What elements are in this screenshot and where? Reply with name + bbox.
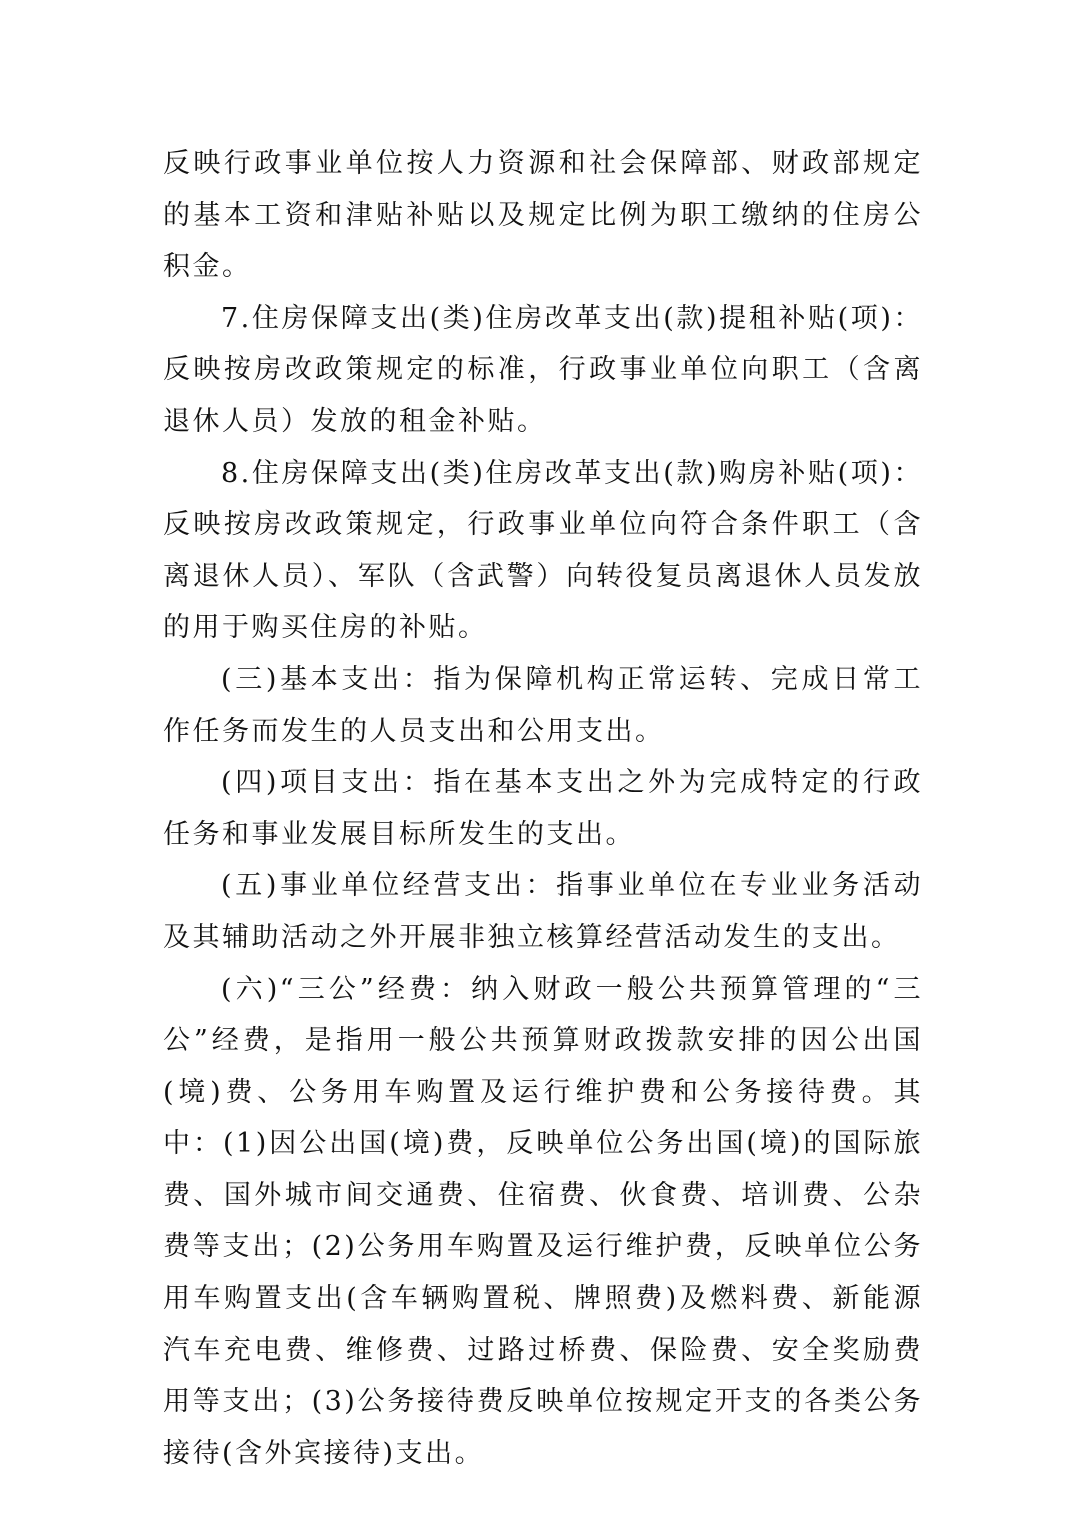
paragraph-housing-fund-continued: 反映行政事业单位按人力资源和社会保障部、财政部规定的基本工资和津贴补贴以及规定比例为职工缴纳的住房公积金。: [163, 148, 923, 283]
paragraph-rent-subsidy: 7.住房保障支出(类)住房改革支出(款)提租补贴(项)：反映按房改政策规定的标准，行政事业单位向职工（含离退休人员）发放的租金补贴。: [163, 302, 923, 437]
paragraph-three-public-expenses: (六)“三公”经费：纳入财政一般公共预算管理的“三公”经费，是指用一般公共预算财政拨款安排的因公出国(境)费、公务用车购置及运行维护费和公务接待费。其中：(1)因公出国(境)费，反映单位公务出国(境)的国际旅费、国外城市间交通费、住宿费、伙食费、培训费、公杂费等支出；(2)公务用车购置及运行维护费，反映单位公务用车购置支出(含车辆购置税、牌照费)及燃料费、新能源汽车充电费、维修费、过路过桥费、保险费、安全奖励费用等支出；(3)公务接待费反映单位按规定开支的各类公务接待(含外宾接待)支出。: [163, 973, 923, 1469]
paragraph-housing-purchase-subsidy: 8.住房保障支出(类)住房改革支出(款)购房补贴(项)：反映按房改政策规定，行政事业单位向符合条件职工（含离退休人员）、军队（含武警）向转役复员离退休人员发放的用于购买住房的补贴。: [163, 457, 923, 644]
paragraph-business-operating-expenditure: (五)事业单位经营支出：指事业单位在专业业务活动及其辅助活动之外开展非独立核算经营活动发生的支出。: [163, 870, 923, 953]
paragraph-project-expenditure: (四)项目支出：指在基本支出之外为完成特定的行政任务和事业发展目标所发生的支出。: [163, 767, 923, 850]
document-body: [163, 138, 923, 1479]
paragraph-basic-expenditure: (三)基本支出：指为保障机构正常运转、完成日常工作任务而发生的人员支出和公用支出。: [163, 663, 923, 747]
